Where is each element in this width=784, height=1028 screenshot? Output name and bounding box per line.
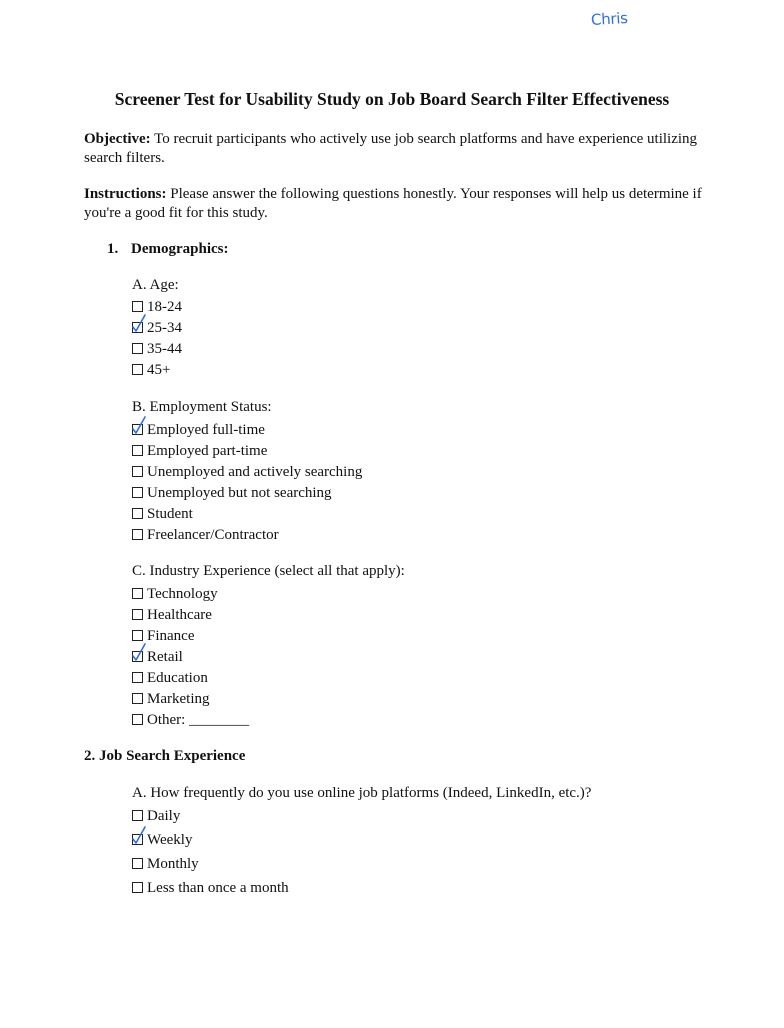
handwritten-check-icon xyxy=(132,825,148,847)
checkbox-option[interactable] xyxy=(132,855,199,873)
checkbox-option[interactable] xyxy=(132,442,267,460)
checked-box-icon[interactable] xyxy=(132,651,143,662)
checkbox-icon[interactable] xyxy=(132,630,143,641)
checkbox-icon[interactable] xyxy=(132,714,143,725)
checkbox-option[interactable] xyxy=(132,319,182,337)
option-label: Monthly xyxy=(147,856,199,872)
checkbox-icon[interactable] xyxy=(132,858,143,869)
option-label: Employed part-time xyxy=(147,443,268,459)
checkbox-icon[interactable] xyxy=(132,487,143,498)
option-label: Less than once a month xyxy=(147,880,289,896)
checkbox-icon[interactable] xyxy=(132,364,143,375)
option-label: Daily xyxy=(147,808,181,824)
checkbox-icon[interactable] xyxy=(132,466,143,477)
checkbox-icon[interactable] xyxy=(132,343,143,354)
checkbox-icon[interactable] xyxy=(132,301,143,312)
checkbox-option[interactable] xyxy=(132,648,183,666)
checkbox-option[interactable] xyxy=(132,669,208,687)
option-label: Other: ________ xyxy=(147,712,250,728)
document-title: Screener Test for Usability Study on Job Board Search Filter Effectiveness xyxy=(114,89,670,109)
objective-text: To recruit participants who actively use job search platforms and have experience utilizing search filters. xyxy=(84,131,698,166)
checkbox-icon[interactable] xyxy=(132,609,143,620)
industry-question-label: C. Industry Experience (select all that apply): xyxy=(132,563,405,579)
option-label: 25-34 xyxy=(147,320,182,336)
frequency-question-label: A. How frequently do you use online job platforms (Indeed, LinkedIn, etc.)? xyxy=(132,785,592,801)
option-label: Finance xyxy=(147,628,195,644)
checkbox-option[interactable] xyxy=(132,711,249,729)
checkbox-option[interactable] xyxy=(132,421,265,439)
checkbox-option[interactable] xyxy=(132,526,279,544)
section-1-title: Demographics: xyxy=(131,241,229,257)
checkbox-option[interactable] xyxy=(132,505,193,523)
checkbox-icon[interactable] xyxy=(132,672,143,683)
employment-question-label: B. Employment Status: xyxy=(132,399,272,415)
checkbox-icon[interactable] xyxy=(132,445,143,456)
objective-label: Objective: xyxy=(84,131,151,147)
option-label: Student xyxy=(147,506,193,522)
handwritten-check-icon xyxy=(132,415,148,437)
checkbox-icon[interactable] xyxy=(132,693,143,704)
checkbox-icon[interactable] xyxy=(132,588,143,599)
age-question-label: A. Age: xyxy=(132,277,179,293)
checkbox-icon[interactable] xyxy=(132,508,143,519)
section-2-title: 2. Job Search Experience xyxy=(84,748,246,764)
checkbox-option[interactable] xyxy=(132,606,212,624)
instructions-label: Instructions: xyxy=(84,186,167,202)
option-label: Healthcare xyxy=(147,607,212,623)
checked-box-icon[interactable] xyxy=(132,834,143,845)
checkbox-option[interactable] xyxy=(132,340,182,358)
option-label: 45+ xyxy=(147,362,171,378)
option-label: Freelancer/Contractor xyxy=(147,527,279,543)
option-label: Technology xyxy=(147,586,218,602)
option-label: Unemployed and actively searching xyxy=(147,464,363,480)
option-label: Unemployed but not searching xyxy=(147,485,332,501)
option-label: Weekly xyxy=(147,832,193,848)
checkbox-option[interactable] xyxy=(132,831,192,849)
handwritten-signature: Chris xyxy=(590,9,629,29)
checkbox-option[interactable] xyxy=(132,484,332,502)
checkbox-option[interactable] xyxy=(132,690,209,708)
option-label: Marketing xyxy=(147,691,210,707)
instructions-text: Please answer the following questions honestly. Your responses will help us determine if you're a good fit for this study. xyxy=(84,186,702,221)
section-1-number: 1. xyxy=(107,241,119,257)
checkbox-icon[interactable] xyxy=(132,882,143,893)
option-label: 35-44 xyxy=(147,341,182,357)
checkbox-option[interactable] xyxy=(132,463,362,481)
option-label: Education xyxy=(147,670,208,686)
checkbox-option[interactable] xyxy=(132,585,218,603)
checkbox-option[interactable] xyxy=(132,361,170,379)
option-label: Retail xyxy=(147,649,183,665)
checkbox-option[interactable] xyxy=(132,879,289,897)
checkbox-option[interactable] xyxy=(132,807,180,825)
instructions-paragraph xyxy=(84,185,704,223)
option-label: Employed full-time xyxy=(147,422,265,438)
objective-paragraph xyxy=(84,130,704,168)
checked-box-icon[interactable] xyxy=(132,424,143,435)
option-label: 18-24 xyxy=(147,299,182,315)
handwritten-check-icon xyxy=(132,642,148,664)
checked-box-icon[interactable] xyxy=(132,322,143,333)
handwritten-check-icon xyxy=(132,313,148,335)
checkbox-icon[interactable] xyxy=(132,529,143,540)
checkbox-icon[interactable] xyxy=(132,810,143,821)
